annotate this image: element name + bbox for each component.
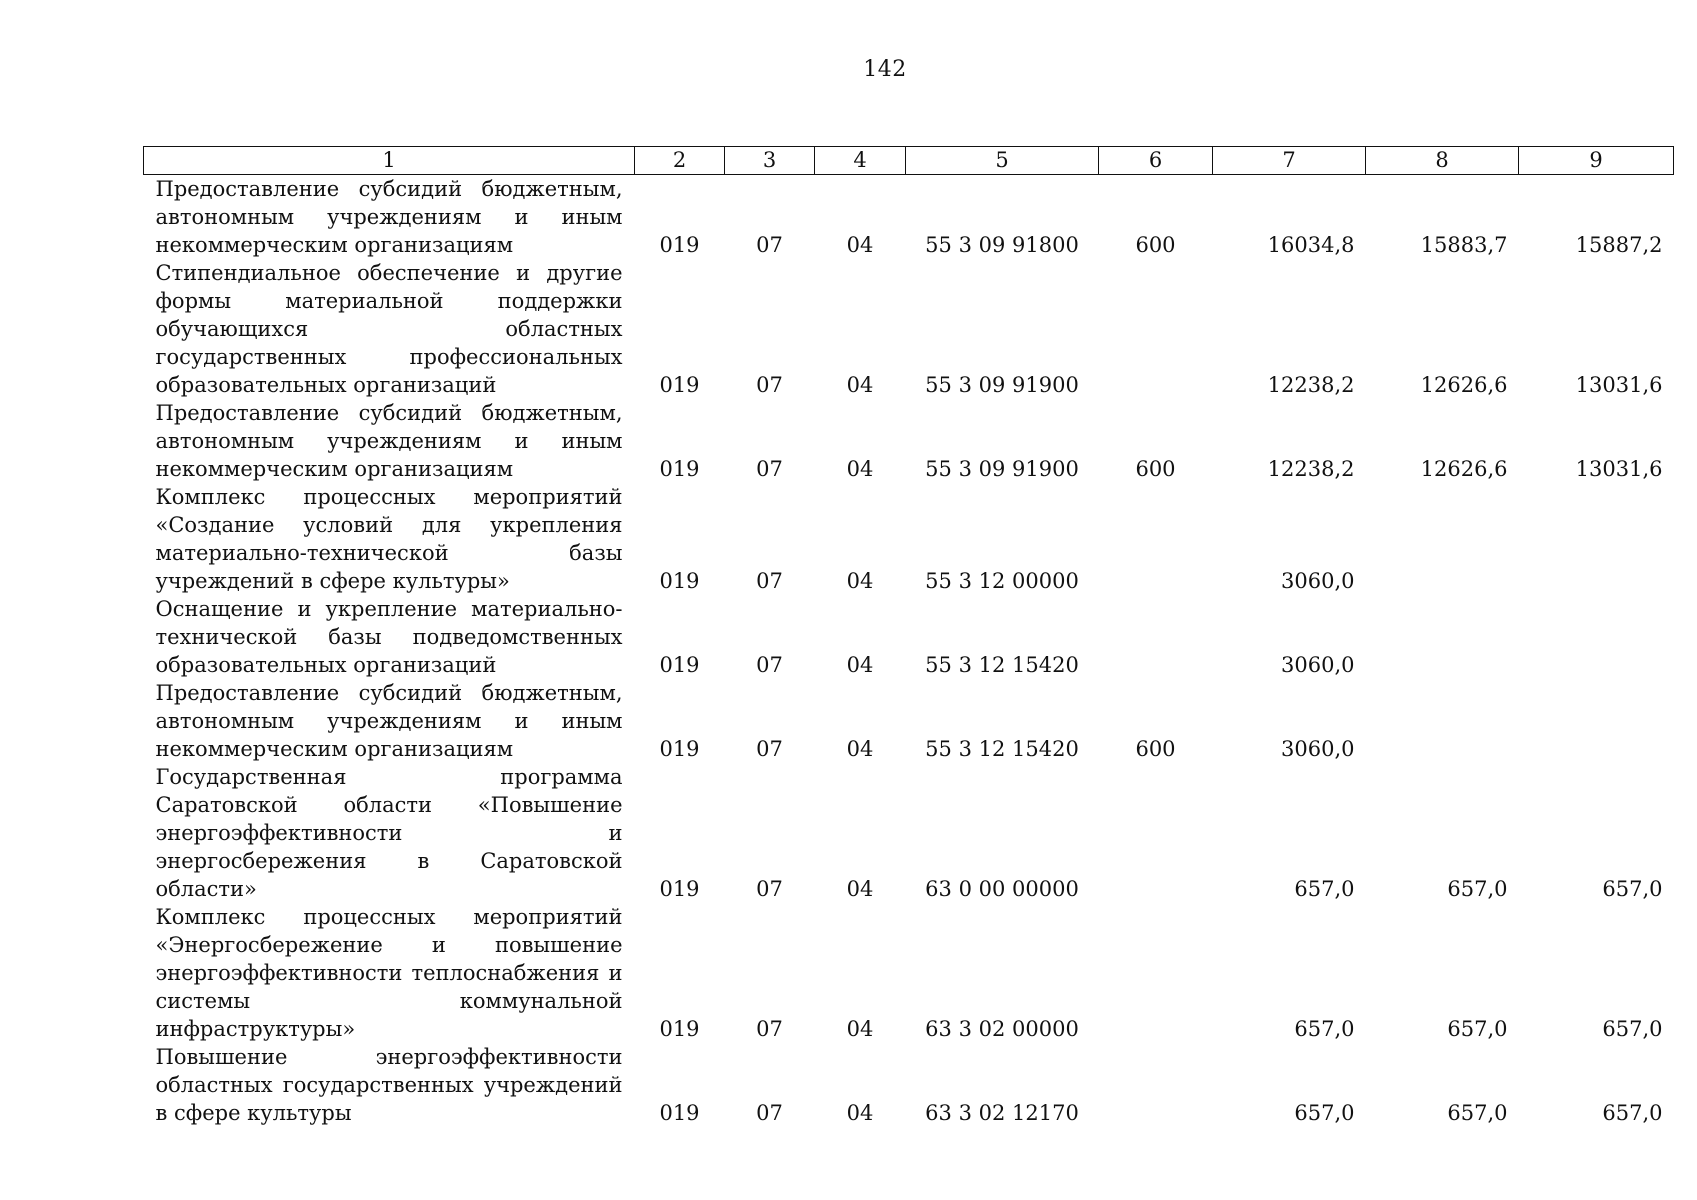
row-y1: 3060,0 [1281, 569, 1355, 593]
header-col-6: 6 [1099, 147, 1213, 175]
table-row [144, 595, 1674, 679]
row-vr [1099, 1043, 1213, 1127]
row-pr: 04 [846, 457, 874, 481]
row-pr: 04 [846, 373, 874, 397]
row-csr: 55 3 09 91900 [925, 457, 1079, 481]
row-pr: 04 [846, 877, 874, 901]
row-y3: 657,0 [1602, 1101, 1663, 1125]
row-y3: 657,0 [1602, 1017, 1663, 1041]
row-pr: 04 [846, 653, 874, 677]
row-vr [1099, 903, 1213, 1043]
row-rz: 07 [756, 457, 783, 481]
row-y2 [1366, 483, 1519, 595]
row-csr: 63 3 02 00000 [925, 1017, 1079, 1041]
row-y2: 657,0 [1447, 877, 1508, 901]
row-y2: 12626,6 [1420, 373, 1508, 397]
table-row [144, 903, 1674, 1043]
row-csr: 55 3 12 00000 [925, 569, 1079, 593]
row-y3 [1519, 679, 1674, 763]
header-row [144, 147, 1674, 175]
header-col-9: 9 [1519, 147, 1674, 175]
row-pr: 04 [846, 1017, 874, 1041]
row-vr [1099, 595, 1213, 679]
row-gr: 019 [659, 233, 700, 257]
row-gr: 019 [659, 1101, 700, 1125]
row-name: Предоставление субсидий бюджетным, автономным учреждениям и иным некоммерческим организациям [155, 177, 623, 257]
row-name: Государственная программа Саратовской области «Повышение энергоэффективности и энергосбережения в Саратовской области» [155, 765, 623, 901]
row-vr: 600 [1135, 737, 1176, 761]
row-vr: 600 [1135, 233, 1176, 257]
table-row [144, 763, 1674, 903]
row-y3: 13031,6 [1575, 373, 1663, 397]
row-pr: 04 [846, 233, 874, 257]
row-y1: 12238,2 [1267, 373, 1355, 397]
row-rz: 07 [756, 373, 783, 397]
row-y1: 3060,0 [1281, 653, 1355, 677]
row-rz: 07 [756, 1101, 783, 1125]
row-y1: 16034,8 [1267, 233, 1355, 257]
row-name: Комплекс процессных мероприятий «Создание условий для укрепления материально-технической базы учреждений в сфере культуры» [155, 485, 623, 593]
row-csr: 63 3 02 12170 [925, 1101, 1079, 1125]
row-gr: 019 [659, 737, 700, 761]
row-gr: 019 [659, 1017, 700, 1041]
row-y2: 657,0 [1447, 1101, 1508, 1125]
row-rz: 07 [756, 737, 783, 761]
row-rz: 07 [756, 1017, 783, 1041]
row-y1: 657,0 [1294, 1017, 1355, 1041]
row-name: Повышение энергоэффективности областных государственных учреждений в сфере культуры [155, 1045, 623, 1125]
row-rz: 07 [756, 877, 783, 901]
table-row [144, 1043, 1674, 1127]
row-pr: 04 [846, 569, 874, 593]
row-y1: 3060,0 [1281, 737, 1355, 761]
table-row [144, 679, 1674, 763]
header-col-7: 7 [1213, 147, 1366, 175]
table-row [144, 175, 1674, 260]
header-col-3: 3 [725, 147, 815, 175]
row-vr [1099, 483, 1213, 595]
header-col-8: 8 [1366, 147, 1519, 175]
row-y3: 657,0 [1602, 877, 1663, 901]
row-y2: 657,0 [1447, 1017, 1508, 1041]
row-y3: 13031,6 [1575, 457, 1663, 481]
row-csr: 55 3 09 91800 [925, 233, 1079, 257]
row-name: Предоставление субсидий бюджетным, автономным учреждениям и иным некоммерческим организациям [155, 401, 623, 481]
row-rz: 07 [756, 233, 783, 257]
row-csr: 55 3 09 91900 [925, 373, 1079, 397]
table-row [144, 483, 1674, 595]
row-y1: 657,0 [1294, 1101, 1355, 1125]
row-gr: 019 [659, 457, 700, 481]
row-vr [1099, 763, 1213, 903]
row-rz: 07 [756, 569, 783, 593]
table-row [144, 399, 1674, 483]
table-row [144, 259, 1674, 399]
row-y3 [1519, 483, 1674, 595]
row-y2 [1366, 595, 1519, 679]
row-csr: 55 3 12 15420 [925, 653, 1079, 677]
row-vr: 600 [1135, 457, 1176, 481]
row-y3: 15887,2 [1575, 233, 1663, 257]
row-gr: 019 [659, 569, 700, 593]
page-number: 142 [863, 57, 907, 82]
row-pr: 04 [846, 737, 874, 761]
row-name: Комплекс процессных мероприятий «Энергосбережение и повышение энергоэффективности теплоснабжения и системы коммунальной инфраструктуры» [155, 905, 623, 1041]
row-y3 [1519, 595, 1674, 679]
row-gr: 019 [659, 653, 700, 677]
row-gr: 019 [659, 877, 700, 901]
row-gr: 019 [659, 373, 700, 397]
row-y1: 12238,2 [1267, 457, 1355, 481]
row-csr: 55 3 12 15420 [925, 737, 1079, 761]
table-header [144, 147, 1674, 175]
table-body [144, 175, 1674, 1128]
header-col-5: 5 [906, 147, 1099, 175]
row-vr [1099, 259, 1213, 399]
row-pr: 04 [846, 1101, 874, 1125]
row-name: Предоставление субсидий бюджетным, автономным учреждениям и иным некоммерческим организациям [155, 681, 623, 761]
row-rz: 07 [756, 653, 783, 677]
row-y1: 657,0 [1294, 877, 1355, 901]
row-name: Стипендиальное обеспечение и другие формы материальной поддержки обучающихся областных государственных профессиональных образовательных организаций [155, 261, 623, 397]
header-col-4: 4 [815, 147, 906, 175]
budget-table [143, 146, 1674, 1127]
row-y2: 15883,7 [1420, 233, 1508, 257]
header-col-1: 1 [144, 147, 635, 175]
row-y2 [1366, 679, 1519, 763]
row-y2: 12626,6 [1420, 457, 1508, 481]
row-name: Оснащение и укрепление материально-технической базы подведомственных образовательных организаций [155, 597, 623, 677]
header-col-2: 2 [635, 147, 725, 175]
row-csr: 63 0 00 00000 [925, 877, 1079, 901]
